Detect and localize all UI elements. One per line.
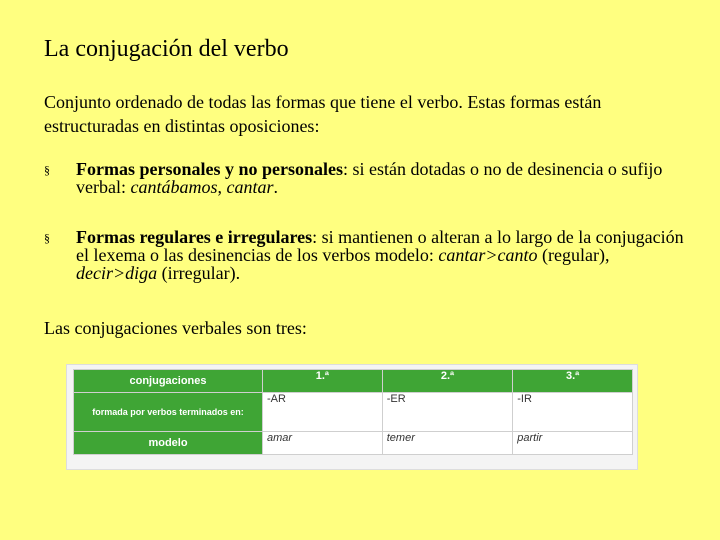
table-cell: -IR bbox=[513, 393, 633, 432]
bullet-item-personales bbox=[44, 160, 684, 196]
bullet-marker-icon: § bbox=[44, 231, 50, 245]
intro-paragraph: Conjunto ordenado de todas las formas que tiene el verbo. Estas formas están estructuradas en distintas oposiciones: bbox=[44, 92, 602, 136]
table-header-cell: conjugaciones bbox=[74, 370, 263, 393]
bullet-end: . bbox=[273, 177, 278, 197]
table-header-cell: 3.ª bbox=[513, 370, 633, 393]
bullet-end: (irregular). bbox=[157, 263, 241, 283]
table-cell: partir bbox=[513, 432, 633, 455]
bullet-example: cantar bbox=[226, 177, 274, 197]
table-cell: -ER bbox=[382, 393, 513, 432]
table-cell: amar bbox=[263, 432, 383, 455]
bullet-example: decir>diga bbox=[76, 263, 158, 283]
bullet-example: cantábamos bbox=[130, 177, 218, 197]
bullet-term: Formas personales y no personales bbox=[76, 159, 343, 179]
bullet-marker-icon: § bbox=[44, 163, 50, 177]
bullet-text: : si están dotadas o no de desinencia o sufijo verbal: bbox=[76, 159, 663, 197]
bullet-term: Formas regulares e irregulares bbox=[76, 227, 313, 247]
conjugation-table-image bbox=[66, 364, 638, 470]
table-row bbox=[74, 393, 633, 432]
table-cell: temer bbox=[382, 432, 513, 455]
bullet-body bbox=[76, 160, 684, 196]
table-header-cell: 2.ª bbox=[382, 370, 513, 393]
page-title: La conjugación del verbo bbox=[44, 36, 289, 62]
bullet-body bbox=[76, 228, 684, 282]
table-header-cell: 1.ª bbox=[263, 370, 383, 393]
table-row bbox=[74, 432, 633, 455]
bullet-example: cantar>canto bbox=[438, 245, 538, 265]
bullet-item-regulares bbox=[44, 228, 684, 282]
table-header-row bbox=[74, 370, 633, 393]
table-cell: -AR bbox=[263, 393, 383, 432]
bullet-text: : si mantienen o alteran a lo largo de la conjugación el lexema o las desinencias de los verbos modelo: bbox=[76, 227, 684, 265]
bullet-mid: (regular), bbox=[537, 245, 610, 265]
conjugation-table bbox=[73, 369, 633, 455]
table-row-label: formada por verbos terminados en: bbox=[74, 393, 263, 432]
table-row-label: modelo bbox=[74, 432, 263, 455]
closing-paragraph: Las conjugaciones verbales son tres: bbox=[44, 318, 307, 338]
bullet-separator: , bbox=[217, 177, 227, 197]
